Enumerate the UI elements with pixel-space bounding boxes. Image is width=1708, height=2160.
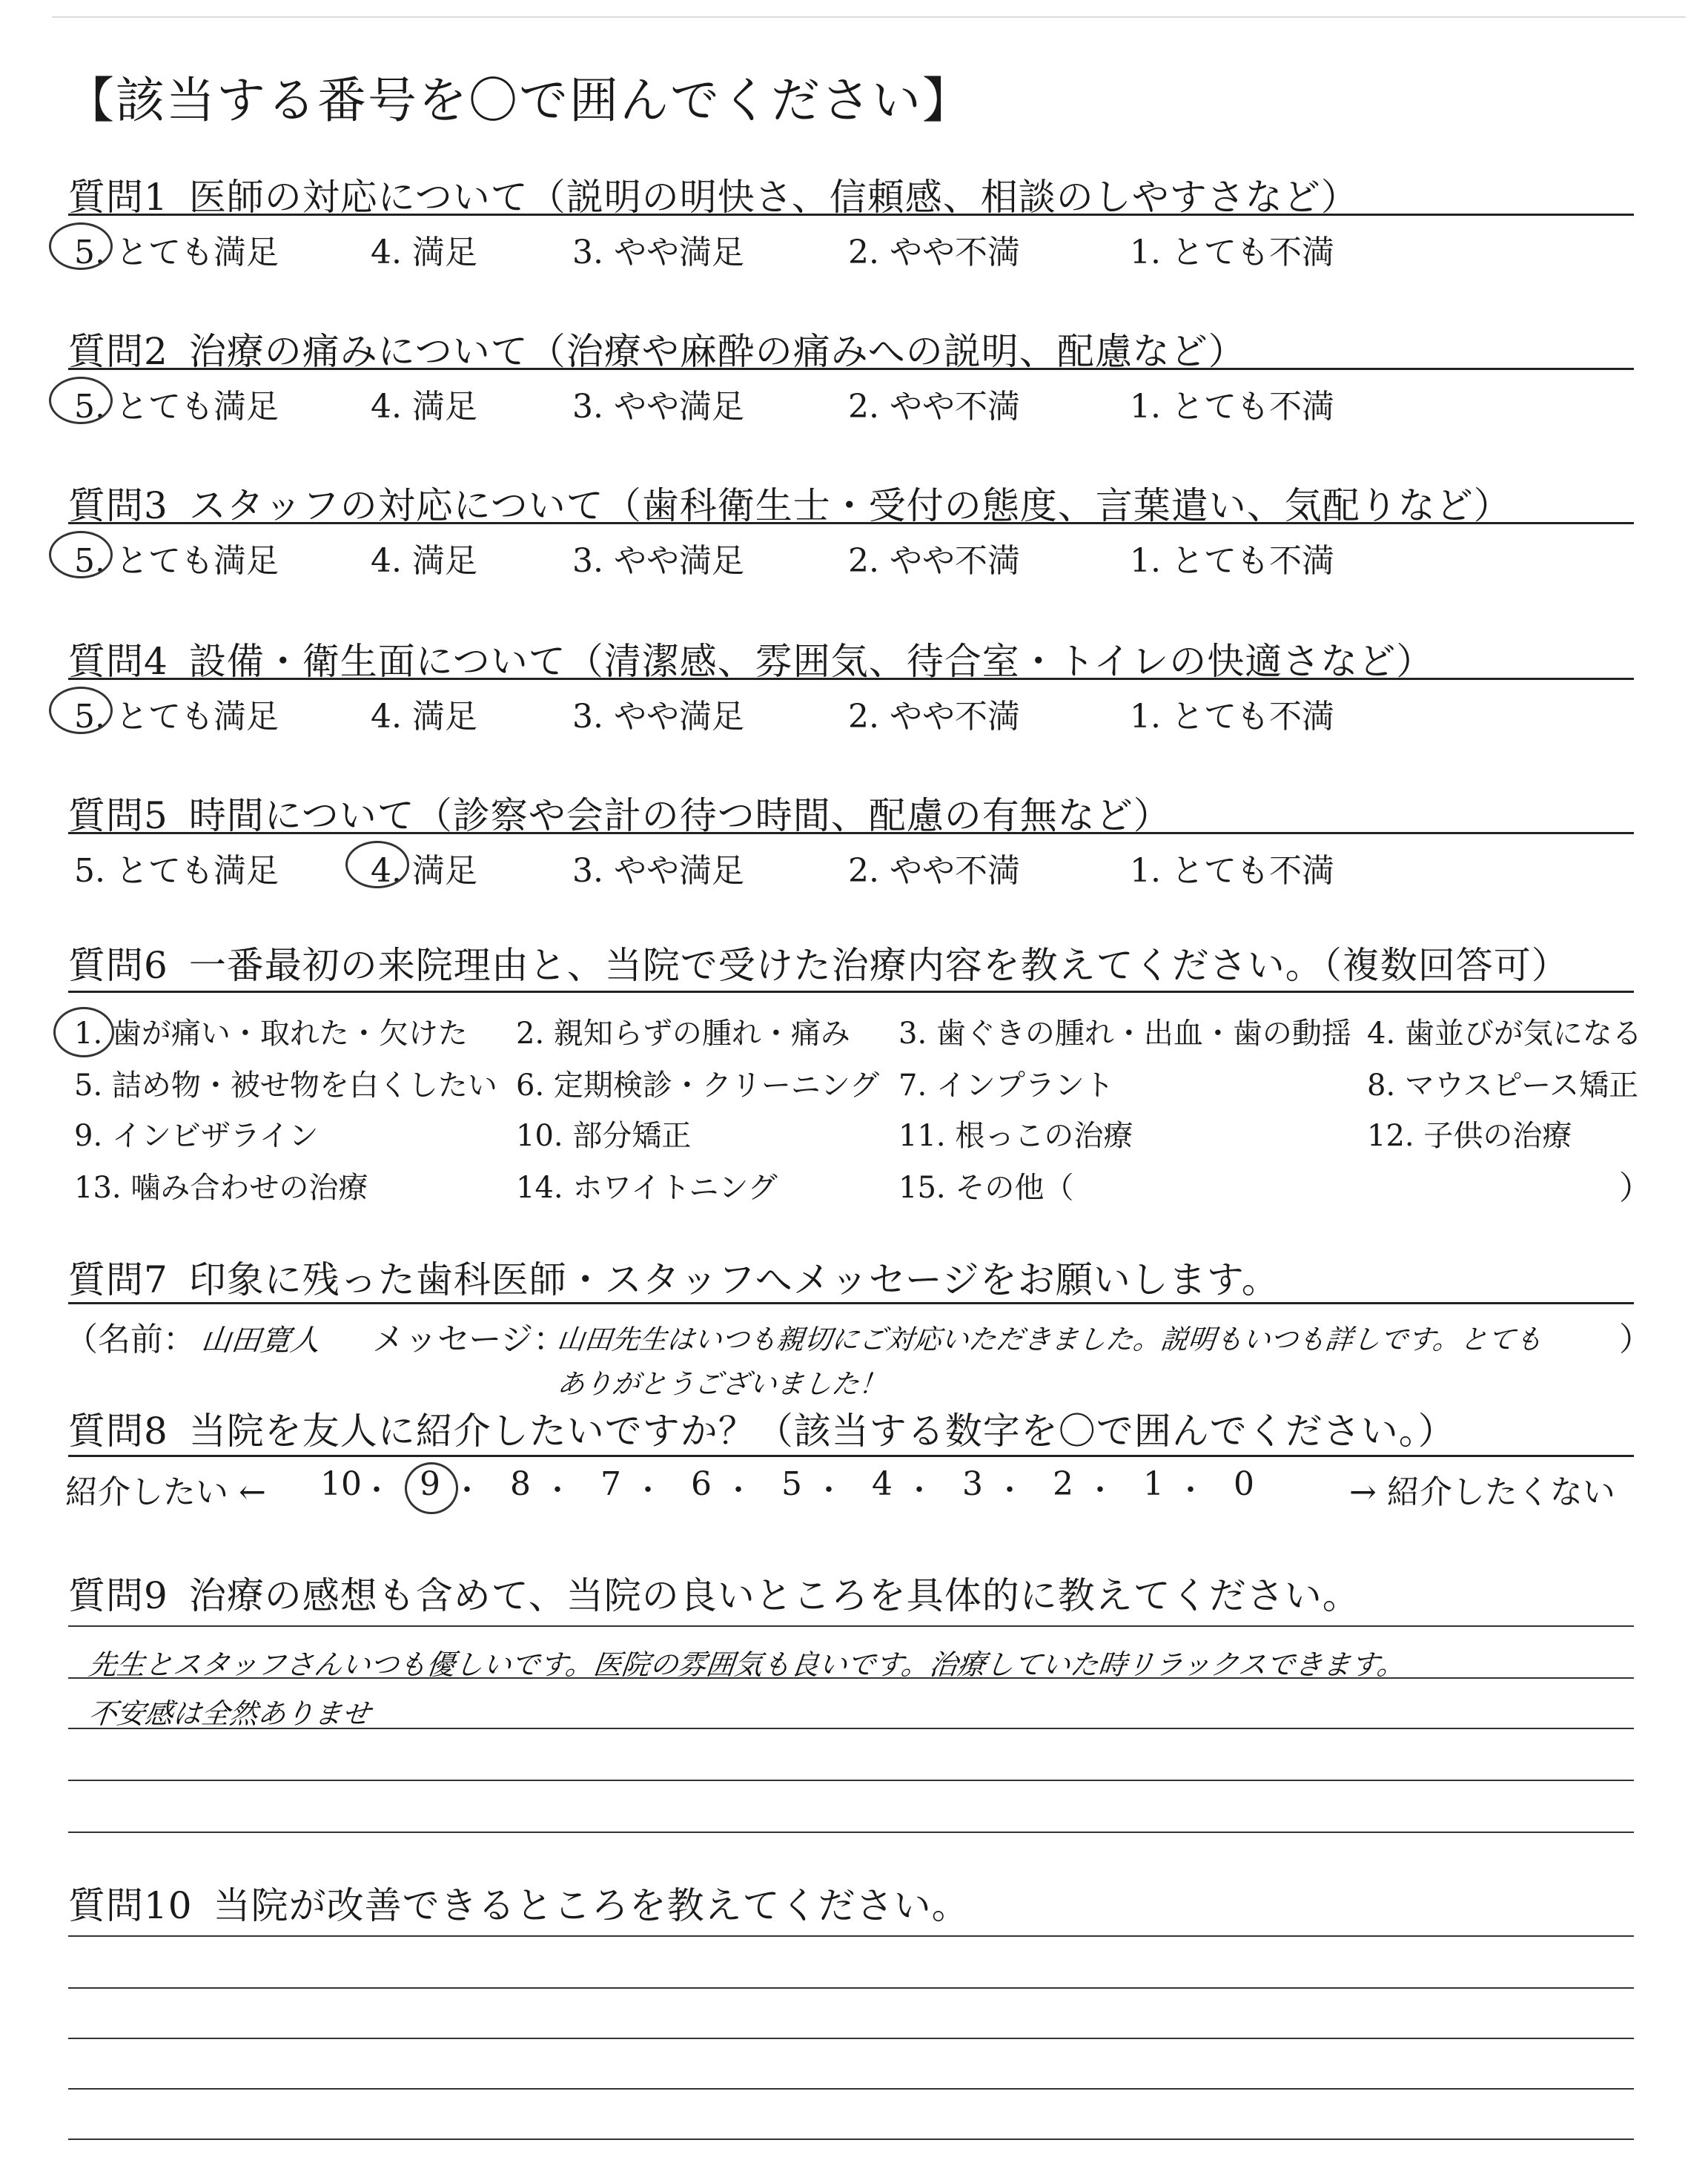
q2-option-1[interactable]: 1. とても不満 (1130, 388, 1334, 426)
q7-label: 質問7 (68, 1258, 168, 1301)
q8-scale-6[interactable]: 6 (691, 1465, 712, 1503)
top-border (52, 16, 1686, 18)
q5-rule (68, 832, 1634, 834)
q6-rule (68, 991, 1634, 993)
q1-option-2[interactable]: 2. やや不満 (848, 234, 1020, 271)
q6-option-6[interactable]: 6. 定期検診・クリーニング (516, 1069, 880, 1103)
q1-option-5[interactable]: 5. とても満足 (74, 234, 279, 271)
q5-option-4[interactable]: 4. 満足 (371, 852, 477, 890)
q5-label: 質問5 (68, 794, 168, 837)
q4-text: 設備・衛生面について（清潔感、雰囲気、待合室・トイレの快適さなど） (188, 640, 1434, 683)
q8-selection-circle (405, 1462, 458, 1514)
q6-option-15[interactable]: 15. その他（ (898, 1171, 1074, 1205)
q10-line-1 (68, 1935, 1634, 1937)
q2-option-2[interactable]: 2. やや不満 (848, 388, 1020, 426)
q9-line-1 (68, 1625, 1634, 1627)
q2-selection-circle (49, 377, 113, 424)
q5-selection-circle (345, 841, 409, 888)
q9-line-2 (68, 1677, 1634, 1679)
q6-option-9[interactable]: 9. インビザライン (74, 1119, 319, 1153)
q8-title (68, 1401, 1456, 1455)
q3-option-3[interactable]: 3. やや満足 (572, 542, 744, 580)
q3-rule (68, 522, 1634, 524)
q9-answer-line1[interactable]: 先生とスタッフさんいつも優しいです。医院の雰囲気も良いです。治療していた時リラックスできます。 (87, 1648, 1407, 1681)
q10-line-4 (68, 2088, 1634, 2090)
q8-scale-4[interactable]: 4 (872, 1465, 893, 1503)
q1-rule (68, 214, 1634, 216)
q1-text: 医師の対応について（説明の明快さ、信頼感、相談のしやすさなど） (188, 176, 1359, 219)
q3-option-4[interactable]: 4. 満足 (371, 542, 477, 580)
q7-rule (68, 1302, 1634, 1304)
q7-message-line1[interactable]: 山田先生はいつも親切にご対応いただきました。説明もいつも詳しです。とても (555, 1324, 1544, 1355)
q6-option-12[interactable]: 12. 子供の治療 (1367, 1119, 1572, 1153)
q8-scale-9[interactable]: 9 (420, 1465, 440, 1503)
q6-option-1[interactable]: 1. 歯が痛い・取れた・欠けた (74, 1017, 468, 1051)
q6-option-11[interactable]: 11. 根っこの治療 (898, 1119, 1133, 1153)
q9-label: 質問9 (68, 1574, 168, 1617)
q7-name-label: （名前： (65, 1321, 196, 1358)
q10-text: 当院が改善できるところを教えてください。 (213, 1884, 970, 1927)
q1-selection-circle (49, 222, 113, 270)
q5-option-2[interactable]: 2. やや不満 (848, 852, 1020, 890)
q9-line-3 (68, 1728, 1634, 1729)
q6-option-13[interactable]: 13. 噛み合わせの治療 (74, 1171, 368, 1205)
q4-selection-circle (49, 687, 113, 734)
q5-option-5[interactable]: 5. とても満足 (74, 852, 279, 890)
q6-other-close: ） (1619, 1169, 1652, 1207)
q7-message-line2[interactable]: ありがとうございました！ (555, 1368, 888, 1400)
q7-text: 印象に残った歯科医師・スタッフへメッセージをお願いします。 (188, 1258, 1280, 1301)
q6-text: 一番最初の来院理由と、当院で受けた治療内容を教えてください。（複数回答可） (188, 944, 1569, 987)
q6-label: 質問6 (68, 944, 168, 987)
q8-scale-separator: ・ (543, 1473, 572, 1507)
q8-scale-3[interactable]: 3 (962, 1465, 983, 1503)
q8-text: 当院を友人に紹介したいですか？（該当する数字を〇で囲んでください。） (188, 1410, 1456, 1453)
q7-title (68, 1250, 1280, 1304)
q3-option-2[interactable]: 2. やや不満 (848, 542, 1020, 580)
q8-label: 質問8 (68, 1410, 168, 1453)
q2-option-5[interactable]: 5. とても満足 (74, 388, 279, 426)
q9-answer-line2[interactable]: 不安感は全然ありませ (87, 1697, 372, 1730)
q1-option-4[interactable]: 4. 満足 (371, 234, 477, 271)
q8-scale-separator: ・ (814, 1473, 844, 1507)
q10-label: 質問10 (68, 1884, 193, 1927)
q2-option-4[interactable]: 4. 満足 (371, 388, 477, 426)
q8-scale-2[interactable]: 2 (1053, 1465, 1073, 1503)
q8-scale-separator: ・ (362, 1473, 391, 1507)
q6-option-14[interactable]: 14. ホワイトニング (516, 1171, 778, 1205)
q6-option-3[interactable]: 3. 歯ぐきの腫れ・出血・歯の動揺 (898, 1017, 1351, 1051)
q8-scale-separator: ・ (995, 1473, 1025, 1507)
q7-message-label: メッセージ： (372, 1321, 566, 1358)
q6-title (68, 936, 1569, 989)
q3-option-5[interactable]: 5. とても満足 (74, 542, 279, 580)
q10-line-5 (68, 2138, 1634, 2140)
q8-scale-7[interactable]: 7 (600, 1465, 621, 1503)
q9-title (68, 1566, 1360, 1619)
q2-option-3[interactable]: 3. やや満足 (572, 388, 744, 426)
q4-option-3[interactable]: 3. やや満足 (572, 698, 744, 736)
q8-scale-separator: ・ (633, 1473, 663, 1507)
q8-scale-separator: ・ (1176, 1473, 1205, 1507)
q1-option-1[interactable]: 1. とても不満 (1130, 234, 1334, 271)
q6-selection-circle (53, 1007, 114, 1057)
q2-text: 治療の痛みについて（治療や麻酔の痛みへの説明、配慮など） (188, 330, 1246, 373)
q9-line-5 (68, 1832, 1634, 1833)
q1-option-3[interactable]: 3. やや満足 (572, 234, 744, 271)
q8-scale-separator: ・ (452, 1473, 482, 1507)
q2-rule (68, 368, 1634, 370)
q8-scale-separator: ・ (904, 1473, 934, 1507)
q8-scale-separator: ・ (1085, 1473, 1115, 1507)
q8-scale-1[interactable]: 1 (1143, 1465, 1164, 1503)
q3-option-1[interactable]: 1. とても不満 (1130, 542, 1334, 580)
q4-option-2[interactable]: 2. やや不満 (848, 698, 1020, 736)
q8-left-label: 紹介したい ← (65, 1473, 266, 1511)
q8-rule (68, 1455, 1634, 1457)
q1-label: 質問1 (68, 176, 168, 219)
q6-option-10[interactable]: 10. 部分矯正 (516, 1119, 692, 1153)
q10-title (68, 1876, 970, 1929)
q9-text: 治療の感想も含めて、当院の良いところを具体的に教えてください。 (188, 1574, 1360, 1617)
q8-right-label: → 紹介したくない (1349, 1473, 1615, 1511)
q4-option-5[interactable]: 5. とても満足 (74, 698, 279, 736)
q6-option-2[interactable]: 2. 親知らずの腫れ・痛み (516, 1017, 850, 1051)
q9-line-4 (68, 1780, 1634, 1781)
q8-scale-10[interactable]: 10 (320, 1465, 362, 1503)
q6-option-7[interactable]: 7. インプラント (898, 1069, 1114, 1103)
q7-close-paren: ） (1619, 1321, 1652, 1358)
q2-label: 質問2 (68, 330, 168, 373)
q5-text: 時間について（診察や会計の待つ時間、配慮の有無など） (188, 794, 1171, 837)
q10-line-2 (68, 1987, 1634, 1989)
q4-rule (68, 678, 1634, 680)
q8-scale-5[interactable]: 5 (781, 1465, 802, 1503)
q6-option-4[interactable]: 4. 歯並びが気になる (1367, 1017, 1642, 1051)
q6-option-8[interactable]: 8. マウスピース矯正 (1367, 1069, 1639, 1103)
form-header: 【該当する番号を〇で囲んでください】 (65, 72, 973, 129)
q6-option-5[interactable]: 5. 詰め物・被せ物を白くしたい (74, 1069, 497, 1103)
q8-scale-0[interactable]: 0 (1234, 1465, 1254, 1503)
q10-line-3 (68, 2038, 1634, 2039)
q4-option-1[interactable]: 1. とても不満 (1130, 698, 1334, 736)
q5-option-1[interactable]: 1. とても不満 (1130, 852, 1334, 890)
q3-selection-circle (49, 531, 113, 578)
q7-name-value[interactable]: 山田寛人 (199, 1324, 322, 1358)
q3-text: スタッフの対応について（歯科衛生士・受付の態度、言葉遣い、気配りなど） (188, 484, 1512, 527)
q4-option-4[interactable]: 4. 満足 (371, 698, 477, 736)
q8-scale-8[interactable]: 8 (510, 1465, 531, 1503)
q5-option-3[interactable]: 3. やや満足 (572, 852, 744, 890)
q8-scale-separator: ・ (724, 1473, 753, 1507)
q4-label: 質問4 (68, 640, 168, 683)
q3-label: 質問3 (68, 484, 168, 527)
